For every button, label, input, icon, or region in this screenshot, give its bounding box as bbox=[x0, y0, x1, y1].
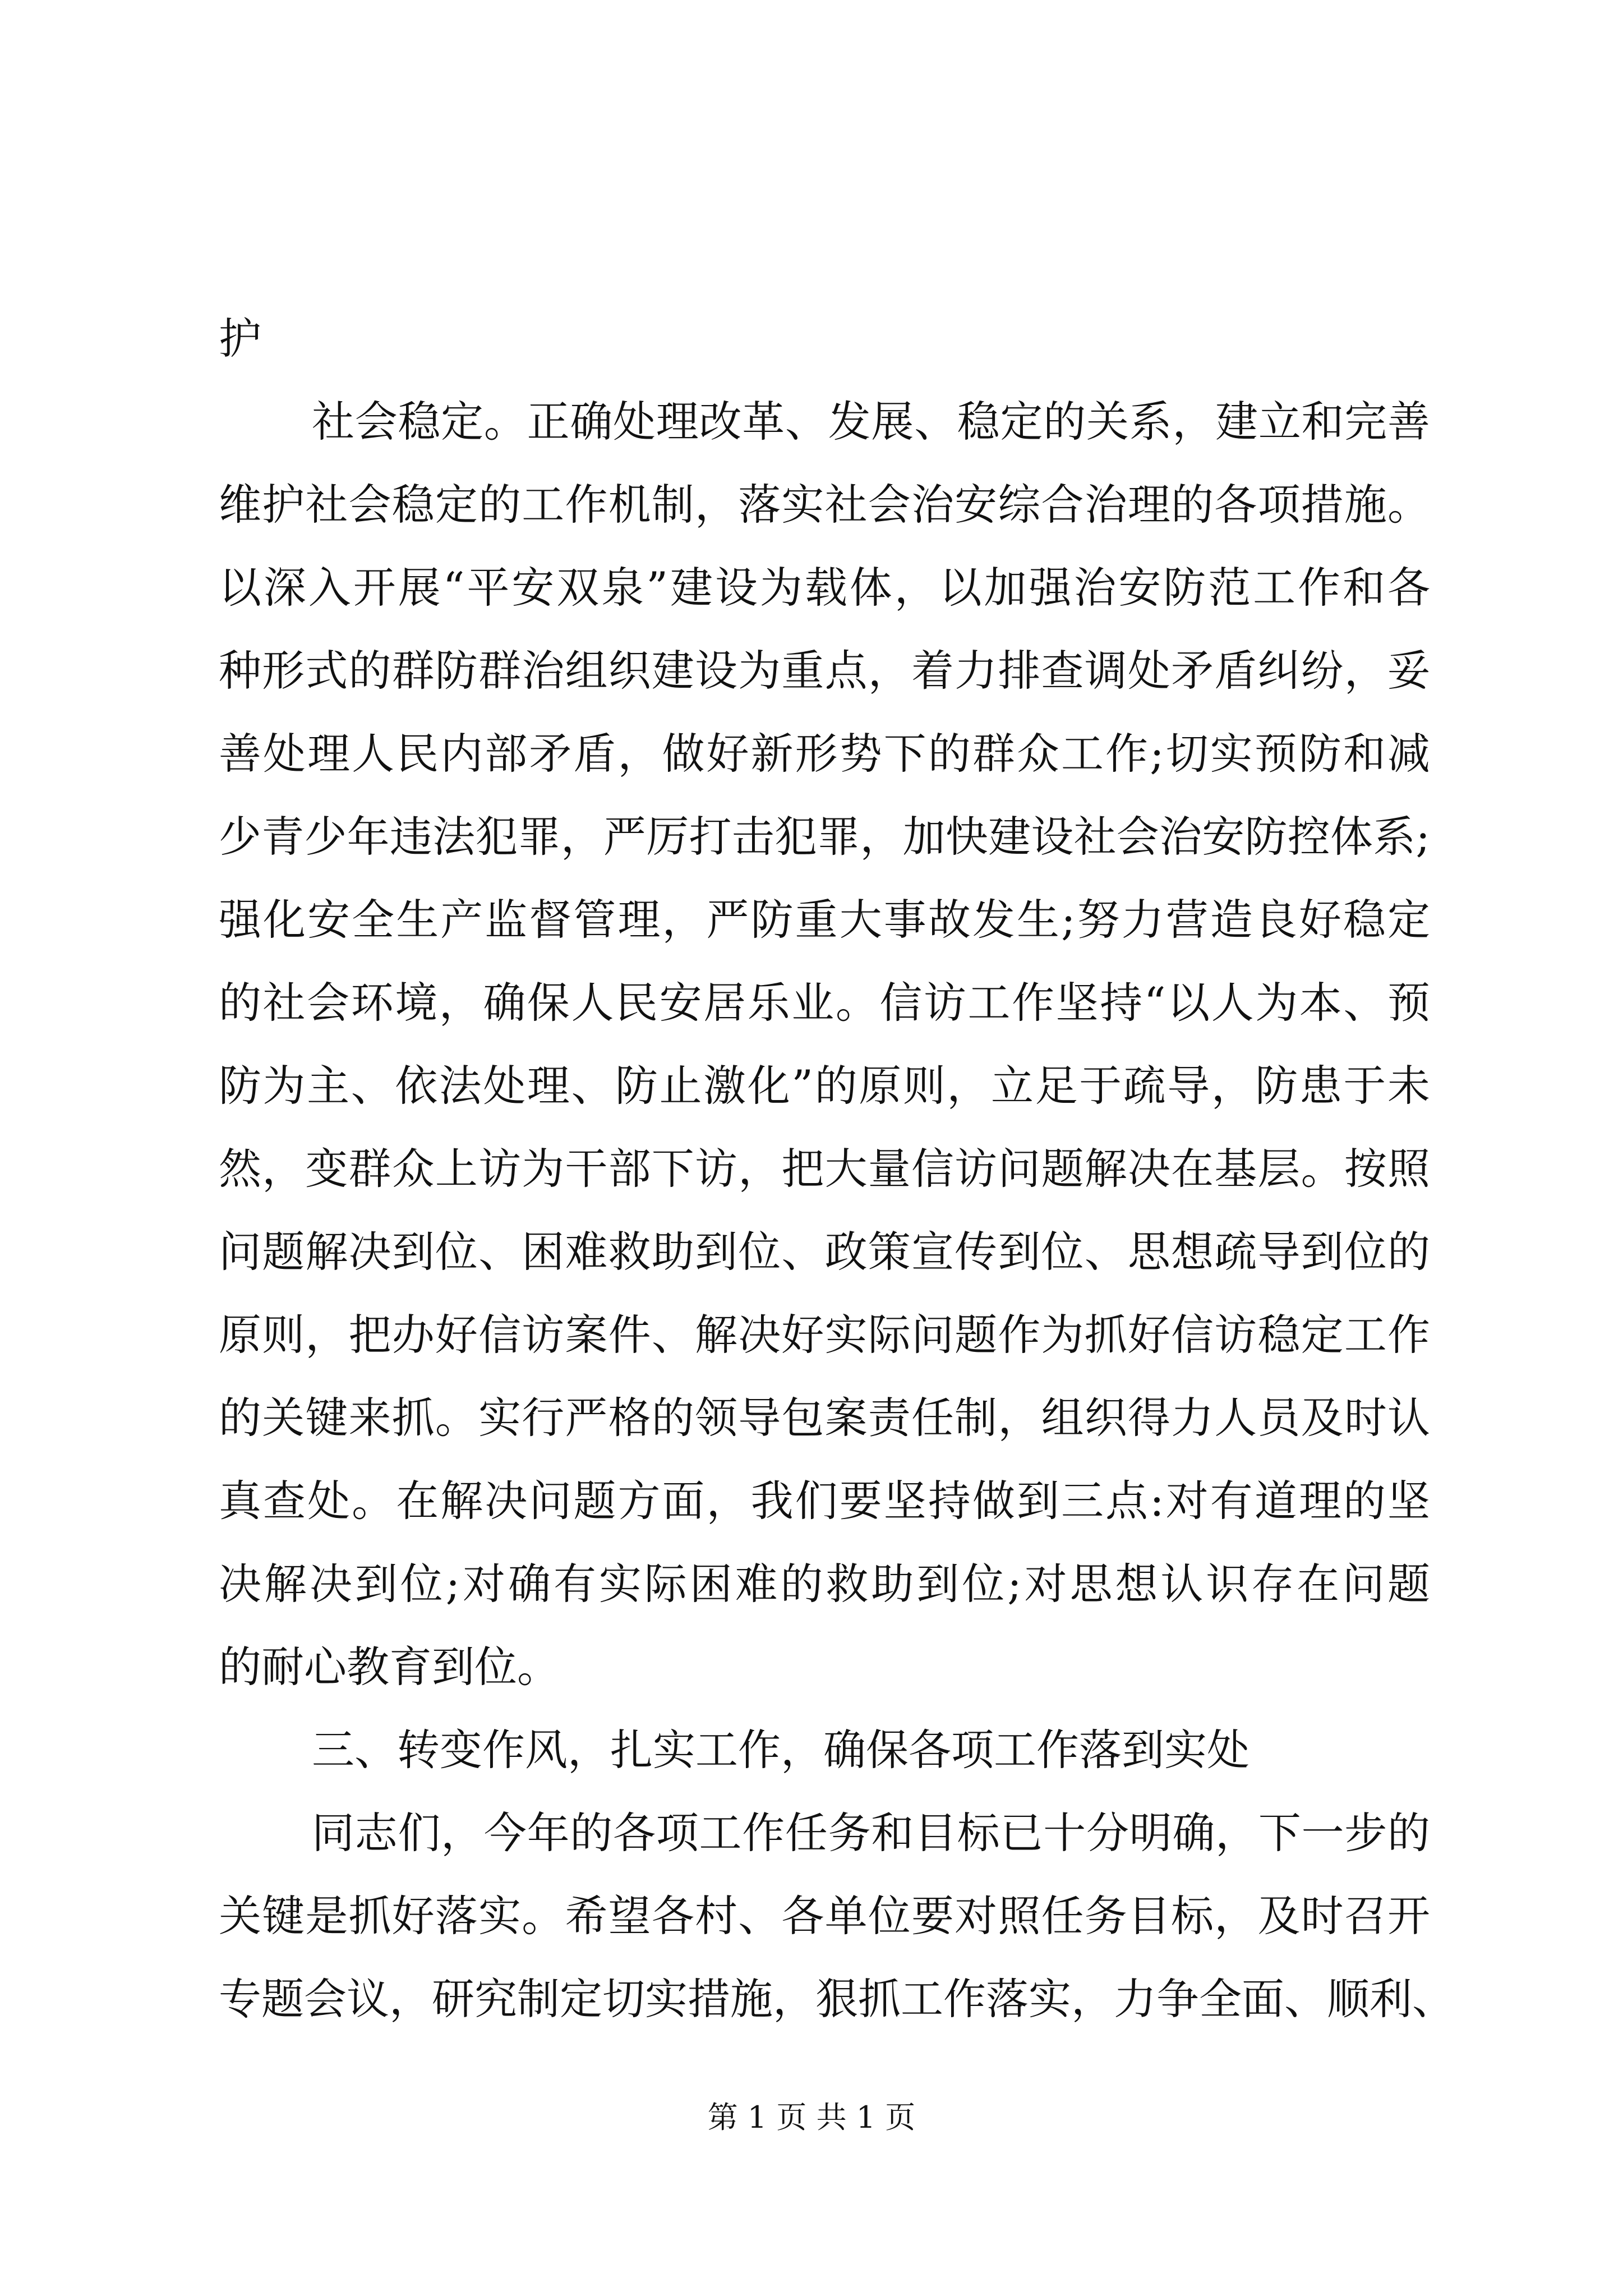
text-line: 决解决到位;对确有实际困难的救助到位;对思想认识存在问题 bbox=[219, 1559, 1430, 1609]
text-line: 的关键来抓。实行严格的领导包案责任制，组织得力人员及时认 bbox=[219, 1393, 1430, 1443]
text-line: 防为主、依法处理、防止激化”的原则，立足于疏导，防患于未 bbox=[219, 1061, 1430, 1111]
text-line: 护 bbox=[219, 314, 261, 364]
text-line: 的耐心教育到位。 bbox=[219, 1642, 560, 1692]
paragraph-first-line: 社会稳定。正确处理改革、发展、稳定的关系，建立和完善 bbox=[312, 397, 1430, 447]
text-line: 真查处。在解决问题方面，我们要坚持做到三点:对有道理的坚 bbox=[219, 1476, 1430, 1526]
text-line: 专题会议，研究制定切实措施，狠抓工作落实，力争全面、顺利、 bbox=[219, 1974, 1455, 2024]
text-line: 善处理人民内部矛盾，做好新形势下的群众工作;切实预防和减 bbox=[219, 729, 1430, 779]
text-line: 问题解决到位、困难救助到位、政策宣传到位、思想疏导到位的 bbox=[219, 1227, 1430, 1277]
page-footer: 第 1 页 共 1 页 bbox=[707, 2100, 916, 2135]
text-line: 然，变群众上访为干部下访，把大量信访问题解决在基层。按照 bbox=[219, 1144, 1430, 1194]
text-line: 关键是抓好落实。希望各村、各单位要对照任务目标，及时召开 bbox=[219, 1891, 1430, 1941]
text-line: 以深入开展“平安双泉”建设为载体，以加强治安防范工作和各 bbox=[219, 563, 1430, 613]
paragraph-first-line: 同志们，今年的各项工作任务和目标已十分明确，下一步的 bbox=[312, 1808, 1430, 1858]
text-line: 的社会环境，确保人民安居乐业。信访工作坚持“以人为本、预 bbox=[219, 978, 1430, 1028]
text-line: 维护社会稳定的工作机制，落实社会治安综合治理的各项措施。 bbox=[219, 480, 1430, 530]
text-line: 原则，把办好信访案件、解决好实际问题作为抓好信访稳定工作 bbox=[219, 1310, 1430, 1360]
text-line: 强化安全生产监督管理，严防重大事故发生;努力营造良好稳定 bbox=[219, 895, 1430, 945]
text-line: 少青少年违法犯罪，严厉打击犯罪，加快建设社会治安防控体系; bbox=[219, 812, 1430, 862]
text-line: 种形式的群防群治组织建设为重点，着力排查调处矛盾纠纷，妥 bbox=[219, 646, 1430, 696]
section-heading: 三、转变作风，扎实工作，确保各项工作落到实处 bbox=[312, 1725, 1249, 1775]
document-body bbox=[219, 297, 1455, 2041]
